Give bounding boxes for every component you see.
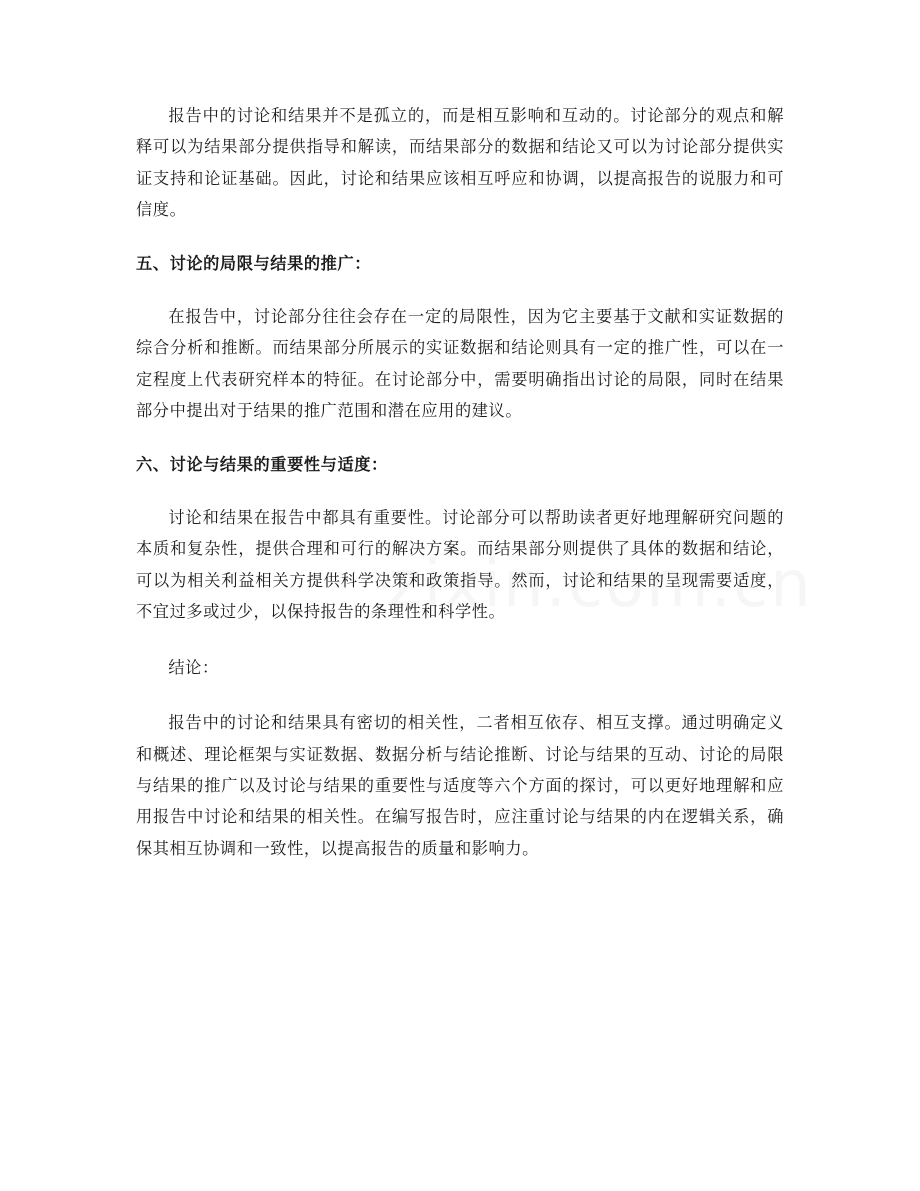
paragraph-intro: 报告中的讨论和结果并不是孤立的，而是相互影响和互动的。讨论部分的观点和解释可以为结果部分提供指导和解读，而结果部分的数据和结论又可以为讨论部分提供实证支持和论证基础。因此，讨论和结果应该相互呼应和协调，以提高报告的说服力和可信度。 (136, 106, 784, 220)
conclusion-label: 结论： (168, 657, 219, 677)
section-heading-5: 五、讨论的局限与结果的推广： (136, 253, 372, 273)
paragraph-section-6: 讨论和结果在报告中都具有重要性。讨论部分可以帮助读者更好地理解研究问题的本质和复杂性，提供合理和可行的解决方案。而结果部分则提供了具体的数据和结论，可以为相关利益相关方提供科学决策和政策指导。然而，讨论和结果的呈现需要适度，不宜过多或过少，以保持报告的条理性和科学性。 (136, 508, 784, 622)
document-body (136, 100, 784, 864)
paragraph-conclusion: 报告中的讨论和结果具有密切的相关性，二者相互依存、相互支撑。通过明确定义和概述、理论框架与实证数据、数据分析与结论推断、讨论与结果的互动、讨论的局限与结果的推广以及讨论与结果的重要性与适度等六个方面的探讨，可以更好地理解和应用报告中讨论和结果的相关性。在编写报告时，应注重讨论与结果的内在逻辑关系，确保其相互协调和一致性，以提高报告的质量和影响力。 (136, 713, 784, 858)
paragraph-section-5: 在报告中，讨论部分往往会存在一定的局限性，因为它主要基于文献和实证数据的综合分析和推断。而结果部分所展示的实证数据和结论则具有一定的推广性，可以在一定程度上代表研究样本的特征。在讨论部分中，需要明确指出讨论的局限，同时在结果部分中提出对于结果的推广范围和潜在应用的建议。 (136, 307, 784, 421)
section-heading-6: 六、讨论与结果的重要性与适度： (136, 454, 388, 474)
